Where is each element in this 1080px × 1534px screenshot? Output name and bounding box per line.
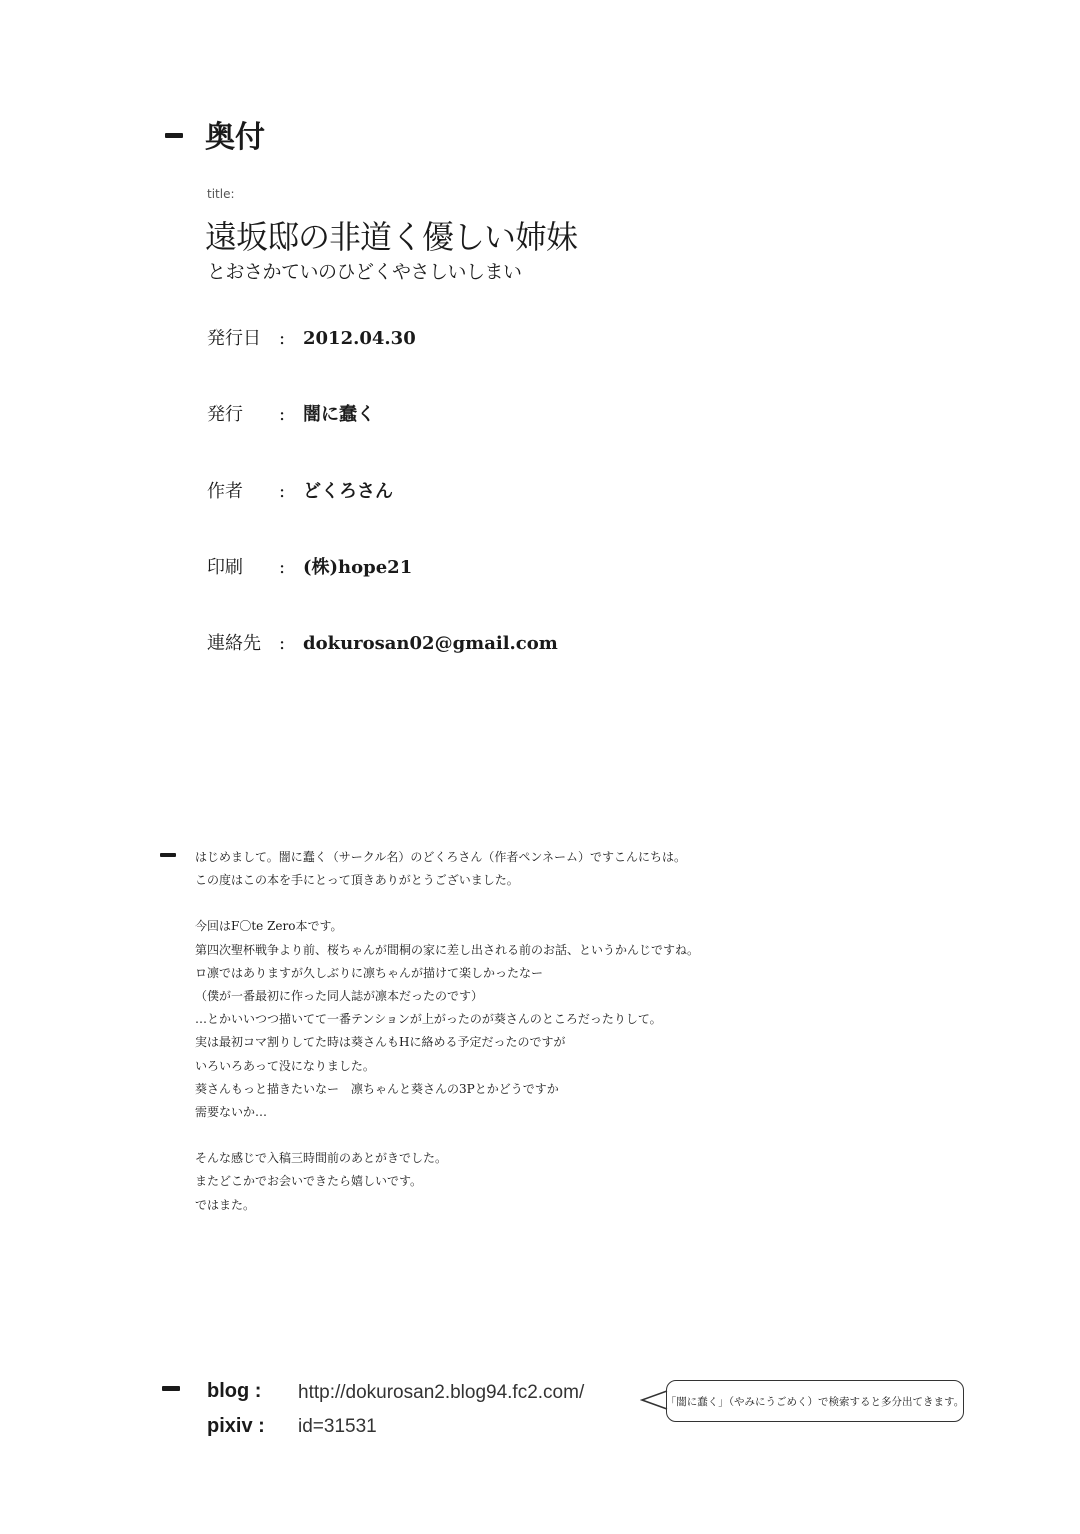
afterword-line: 第四次聖杯戦争より前、桜ちゃんが間桐の家に差し出される前のお話、というかんじですね。 [195,942,700,957]
colophon-row-printer [207,553,412,579]
book-title-reading: とおさかていのひどくやさしいしまい [207,261,522,283]
afterword-line: そんな感じで入稿三時間前のあとがきでした。 [195,1151,448,1166]
afterword-line: ではまた。 [195,1197,256,1212]
colophon-value: 闇に蠢く [303,404,375,425]
contact-email[interactable]: dokurosan02@gmail.com [303,633,558,654]
afterword-line: 需要ないか… [195,1105,268,1120]
afterword-line: ロ凛ではありますが久しぶりに凛ちゃんが描けて楽しかったなー [195,965,544,980]
afterword-line: この度はこの本を手にとって頂きありがとうございました。 [195,873,519,888]
colophon-value: 2012.04.30 [303,328,416,349]
search-hint-bubble [666,1380,964,1422]
heading-dash [165,133,183,138]
afterword [195,846,699,1217]
afterword-line: またどこかでお会いできたら嬉しいです。 [195,1174,423,1189]
colophon-value: (株)hope21 [303,557,413,578]
blog-label: blog : [207,1380,262,1402]
colophon-label: 連絡先 [207,633,261,654]
afterword-line: はじめまして。闇に蠢く（サークル名）のどくろさん（作者ペンネーム）ですこんにちは。 [195,850,687,864]
colophon-label: 作者 [207,481,243,502]
colophon-label: 発行日 [207,328,261,349]
pixiv-id-link[interactable]: id=31531 [298,1416,377,1437]
links-dash [162,1386,180,1391]
colophon-row-publisher [207,400,375,426]
colophon-row-author [207,477,393,503]
afterword-line: 実は最初コマ割りしてた時は葵さんもHに絡める予定だったのですが [195,1035,566,1050]
afterword-line: いろいろあって没になりました。 [195,1058,375,1073]
afterword-dash [160,853,176,857]
pixiv-label: pixiv : [207,1415,265,1437]
section-title: 奥付 [205,120,265,155]
colophon-separator: : [279,404,286,425]
colophon-row-contact [207,629,558,655]
colophon-separator: : [279,328,286,349]
book-title: 遠坂邸の非道く優しい姉妹 [205,218,578,256]
colophon-separator: : [279,481,286,502]
afterword-line: …とかいいつつ描いてて一番テンションが上がったのが葵さんのところだったりして。 [195,1012,662,1027]
afterword-line: 葵さんもっと描きたいなー 凛ちゃんと葵さんの3Pとかどうですか [195,1081,559,1096]
search-hint-text: 「闇に蠢く」（やみにうごめく）で検索すると多分出てきます。 [665,1395,965,1408]
colophon-separator: : [279,557,286,578]
colophon-row-date [207,324,416,350]
colophon-separator: : [279,633,286,654]
colophon-label: 印刷 [207,557,243,578]
afterword-line: （僕が一番最初に作った同人誌が凛本だったのです） [195,989,484,1004]
colophon-value: どくろさん [303,481,393,502]
blog-url-link[interactable]: http://dokurosan2.blog94.fc2.com/ [298,1382,585,1403]
title-label: title: [207,187,235,201]
colophon-label: 発行 [207,404,243,425]
afterword-line: 今回はF〇te Zero本です。 [195,919,343,934]
